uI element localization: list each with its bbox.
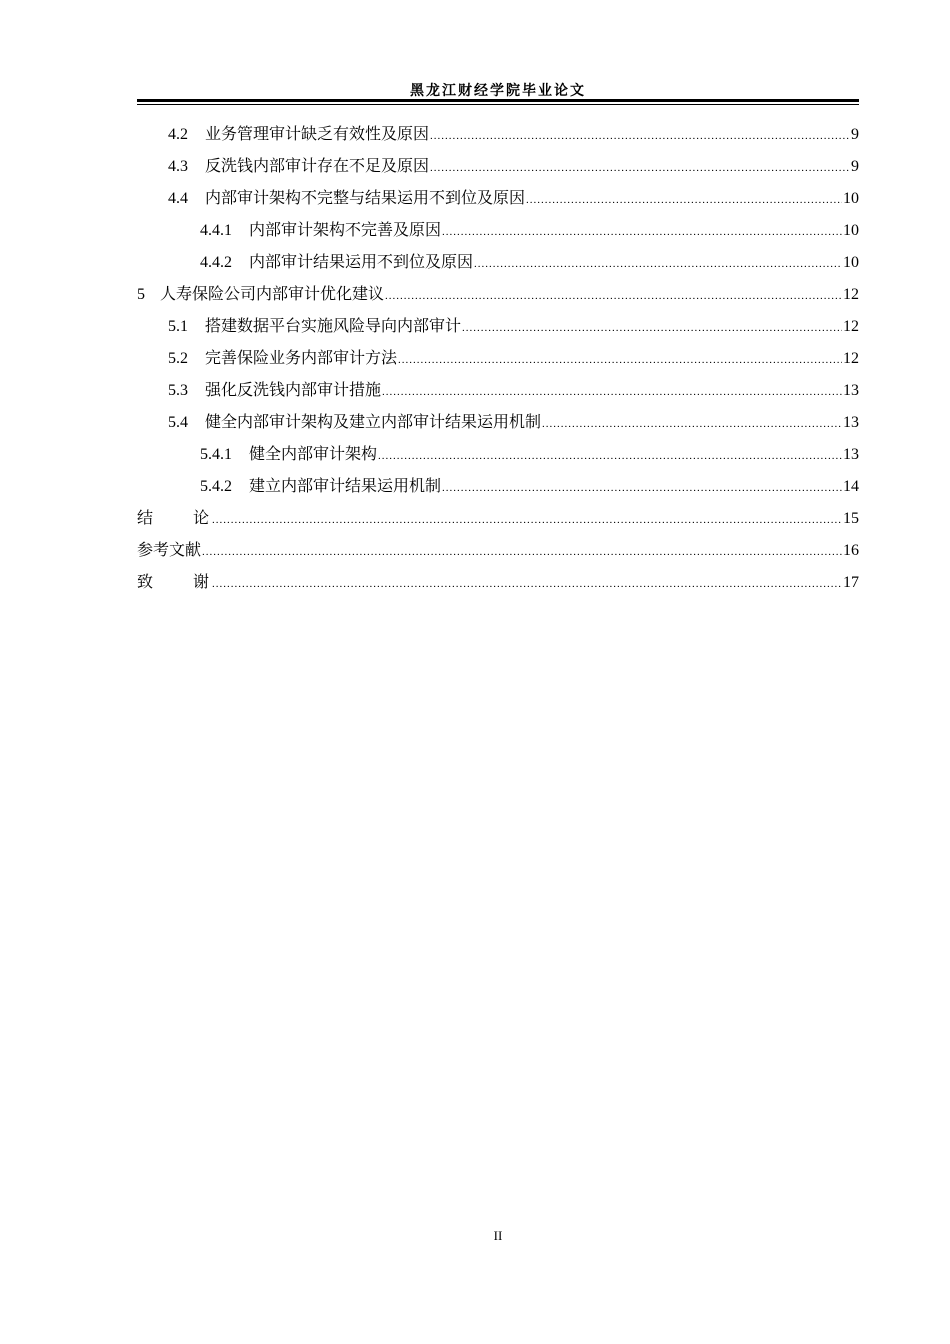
toc-title: 致谢: [137, 572, 250, 591]
header-rule-thin: [137, 104, 859, 105]
toc-page: 9: [851, 126, 859, 143]
toc-entry[interactable]: [137, 278, 859, 310]
toc-number: 5.4: [168, 414, 188, 431]
toc-leader-dots: [442, 472, 842, 504]
toc-leader-dots: [202, 536, 842, 568]
toc-page: 14: [843, 478, 859, 495]
toc-page: 10: [843, 254, 859, 271]
page-header-title: 黑龙江财经学院毕业论文: [410, 83, 586, 99]
toc-leader-dots: [212, 504, 842, 536]
toc-entry[interactable]: [137, 246, 859, 278]
toc-title: 内部审计架构不完整与结果运用不到位及原因: [205, 188, 526, 207]
toc-number: 4.4.1: [200, 222, 232, 239]
toc-leader-dots: [378, 440, 842, 472]
toc-entry[interactable]: [137, 118, 859, 150]
toc-entry[interactable]: [137, 342, 859, 374]
toc-number: 5: [137, 286, 145, 303]
toc-leader-dots: [430, 120, 850, 152]
toc-title: 业务管理审计缺乏有效性及原因: [205, 124, 430, 143]
toc-title: 强化反洗钱内部审计措施: [205, 380, 382, 399]
toc-title: 人寿保险公司内部审计优化建议: [160, 284, 385, 303]
page-number: II: [493, 1228, 503, 1243]
toc-page: 9: [851, 158, 859, 175]
toc-leader-dots: [430, 152, 850, 184]
toc-leader-dots: [398, 344, 842, 376]
toc-entry[interactable]: [137, 566, 859, 598]
toc-title: 完善保险业务内部审计方法: [205, 348, 398, 367]
toc-number: 4.4.2: [200, 254, 232, 271]
toc-number: 4.2: [168, 126, 188, 143]
toc-number: 4.4: [168, 190, 188, 207]
toc-leader-dots: [474, 248, 842, 280]
toc-number: 5.4.1: [200, 446, 232, 463]
toc-leader-dots: [212, 568, 842, 600]
toc-number: 5.2: [168, 350, 188, 367]
toc-entry[interactable]: [137, 406, 859, 438]
toc-entry[interactable]: [137, 214, 859, 246]
toc-title: 结论: [137, 508, 250, 527]
toc-page: 10: [843, 222, 859, 239]
toc-page: 13: [843, 414, 859, 431]
toc-leader-dots: [385, 280, 842, 312]
toc-leader-dots: [526, 184, 842, 216]
toc-title: 内部审计结果运用不到位及原因: [249, 252, 474, 271]
toc-entry[interactable]: [137, 310, 859, 342]
toc-title: 搭建数据平台实施风险导向内部审计: [205, 316, 462, 335]
toc-leader-dots: [442, 216, 842, 248]
toc-title: 参考文献: [137, 540, 202, 559]
toc-entry[interactable]: [137, 150, 859, 182]
toc-page: 13: [843, 446, 859, 463]
toc-page: 13: [843, 382, 859, 399]
toc-leader-dots: [462, 312, 842, 344]
toc-title: 内部审计架构不完善及原因: [249, 220, 442, 239]
toc-page: 12: [843, 350, 859, 367]
toc-page: 15: [843, 510, 859, 527]
toc-page: 16: [843, 542, 859, 559]
table-of-contents: [137, 118, 859, 598]
toc-page: 10: [843, 190, 859, 207]
toc-number: 5.1: [168, 318, 188, 335]
toc-page: 12: [843, 318, 859, 335]
toc-number: 5.4.2: [200, 478, 232, 495]
toc-title: 建立内部审计结果运用机制: [249, 476, 442, 495]
toc-entry[interactable]: [137, 502, 859, 534]
toc-title: 健全内部审计架构及建立内部审计结果运用机制: [205, 412, 542, 431]
toc-title: 反洗钱内部审计存在不足及原因: [205, 156, 430, 175]
toc-page: 12: [843, 286, 859, 303]
toc-leader-dots: [382, 376, 842, 408]
toc-entry[interactable]: [137, 374, 859, 406]
toc-entry[interactable]: [137, 470, 859, 502]
toc-number: 5.3: [168, 382, 188, 399]
toc-entry[interactable]: [137, 438, 859, 470]
toc-entry[interactable]: [137, 182, 859, 214]
toc-title: 健全内部审计架构: [249, 444, 378, 463]
toc-entry[interactable]: [137, 534, 859, 566]
toc-page: 17: [843, 574, 859, 591]
toc-number: 4.3: [168, 158, 188, 175]
toc-leader-dots: [542, 408, 842, 440]
header-rule-thick: [137, 99, 859, 102]
